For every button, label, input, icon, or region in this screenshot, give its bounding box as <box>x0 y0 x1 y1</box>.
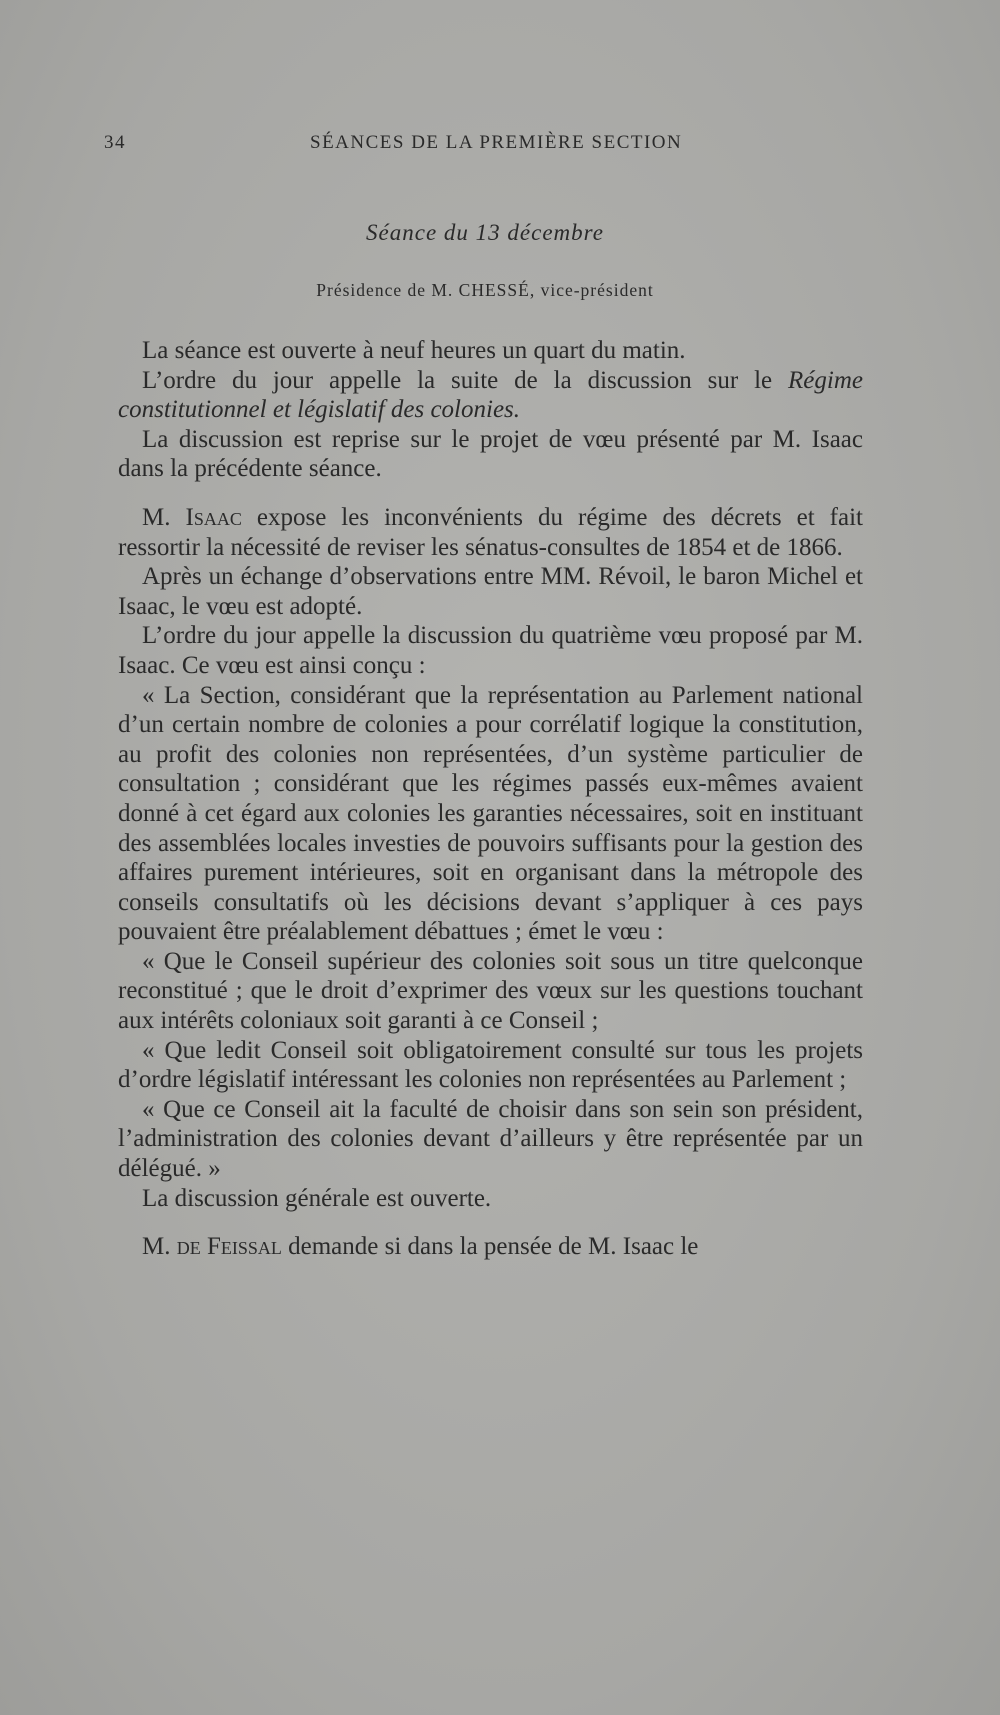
paragraph-vote: Après un échange d’observations entre MM. Révoil, le baron Michel et Isaac, le vœu est adopté. <box>118 563 863 620</box>
paragraph-feissal <box>118 1232 863 1262</box>
paragraph-wish-consulted: « Que ledit Conseil soit obligatoirement consulté sur tous les projets d’ordre législatif intéressant les colonies non représentées au Parlement ; <box>118 1036 863 1094</box>
paragraph-opening: La séance est ouverte à neuf heures un quart du matin. <box>142 337 686 364</box>
running-title: SÉANCES DE LA PREMIÈRE SECTION <box>310 132 683 153</box>
paragraph-wish-president: « Que ce Conseil ait la faculté de choisir dans son sein son président, l’administration des colonies devant d’ailleurs y être représentée par un délégué. » <box>118 1095 863 1183</box>
session-title: Séance du 13 décembre <box>366 220 604 245</box>
page-number: 34 <box>104 132 126 153</box>
speaker-text: expose les inconvénients du régime des décrets et fait ressortir la nécessité de reviser les sénatus-consultes de 1854 et de 1866. <box>118 503 863 561</box>
speaker-text: demande si dans la pensée de M. Isaac le <box>281 1233 699 1261</box>
agenda-subject: Régime constitutionnel et législatif des colonies. <box>118 366 863 424</box>
paragraph-wish-council: « Que le Conseil supérieur des colonies soit sous un titre quelconque reconstitué ; que le droit d’exprimer des vœux sur les questions touchant aux intérêts coloniaux soit garanti à ce Conseil ; <box>118 947 863 1035</box>
paragraph-general-discussion: La discussion générale est ouverte. <box>142 1184 492 1212</box>
speaker-name: M. de Feissal <box>142 1233 282 1261</box>
paragraph-fourth-wish: L’ordre du jour appelle la discussion du quatrième vœu proposé par M. Isaac. Ce vœu est ainsi conçu : <box>118 622 863 679</box>
paragraph-isaac <box>118 503 863 562</box>
presidency-line: Présidence de M. CHESSÉ, vice-président <box>316 280 654 300</box>
speaker-name: M. Isaac <box>142 503 242 531</box>
paragraph-wish-text: « La Section, considérant que la représentation au Parlement national d’un certain nombre de colonies a pour corrélatif logique la constitution, au profit des colonies non représentées, d’un système particulier de consultation ; considérant que les régimes passés eux-mêmes avaient donné à cet égard aux colonies les garanties nécessaires, soit en instituant des assemblées locales investies de pouvoirs suffisants pour la gestion des affaires purement intérieures, soit en organisant dans la métropole des conseils consultatifs où les décisions devant s’appliquer à ces pays pouvaient être préalablement débattues ; émet le vœu : <box>118 681 863 946</box>
agenda-text: L’ordre du jour appelle la suite de la discussion sur le <box>142 366 789 394</box>
paragraph-discussion-resumed: La discussion est reprise sur le projet de vœu présenté par M. Isaac dans la précédente séance. <box>118 425 863 483</box>
paragraph-agenda <box>118 366 863 425</box>
body-text <box>118 336 863 1262</box>
